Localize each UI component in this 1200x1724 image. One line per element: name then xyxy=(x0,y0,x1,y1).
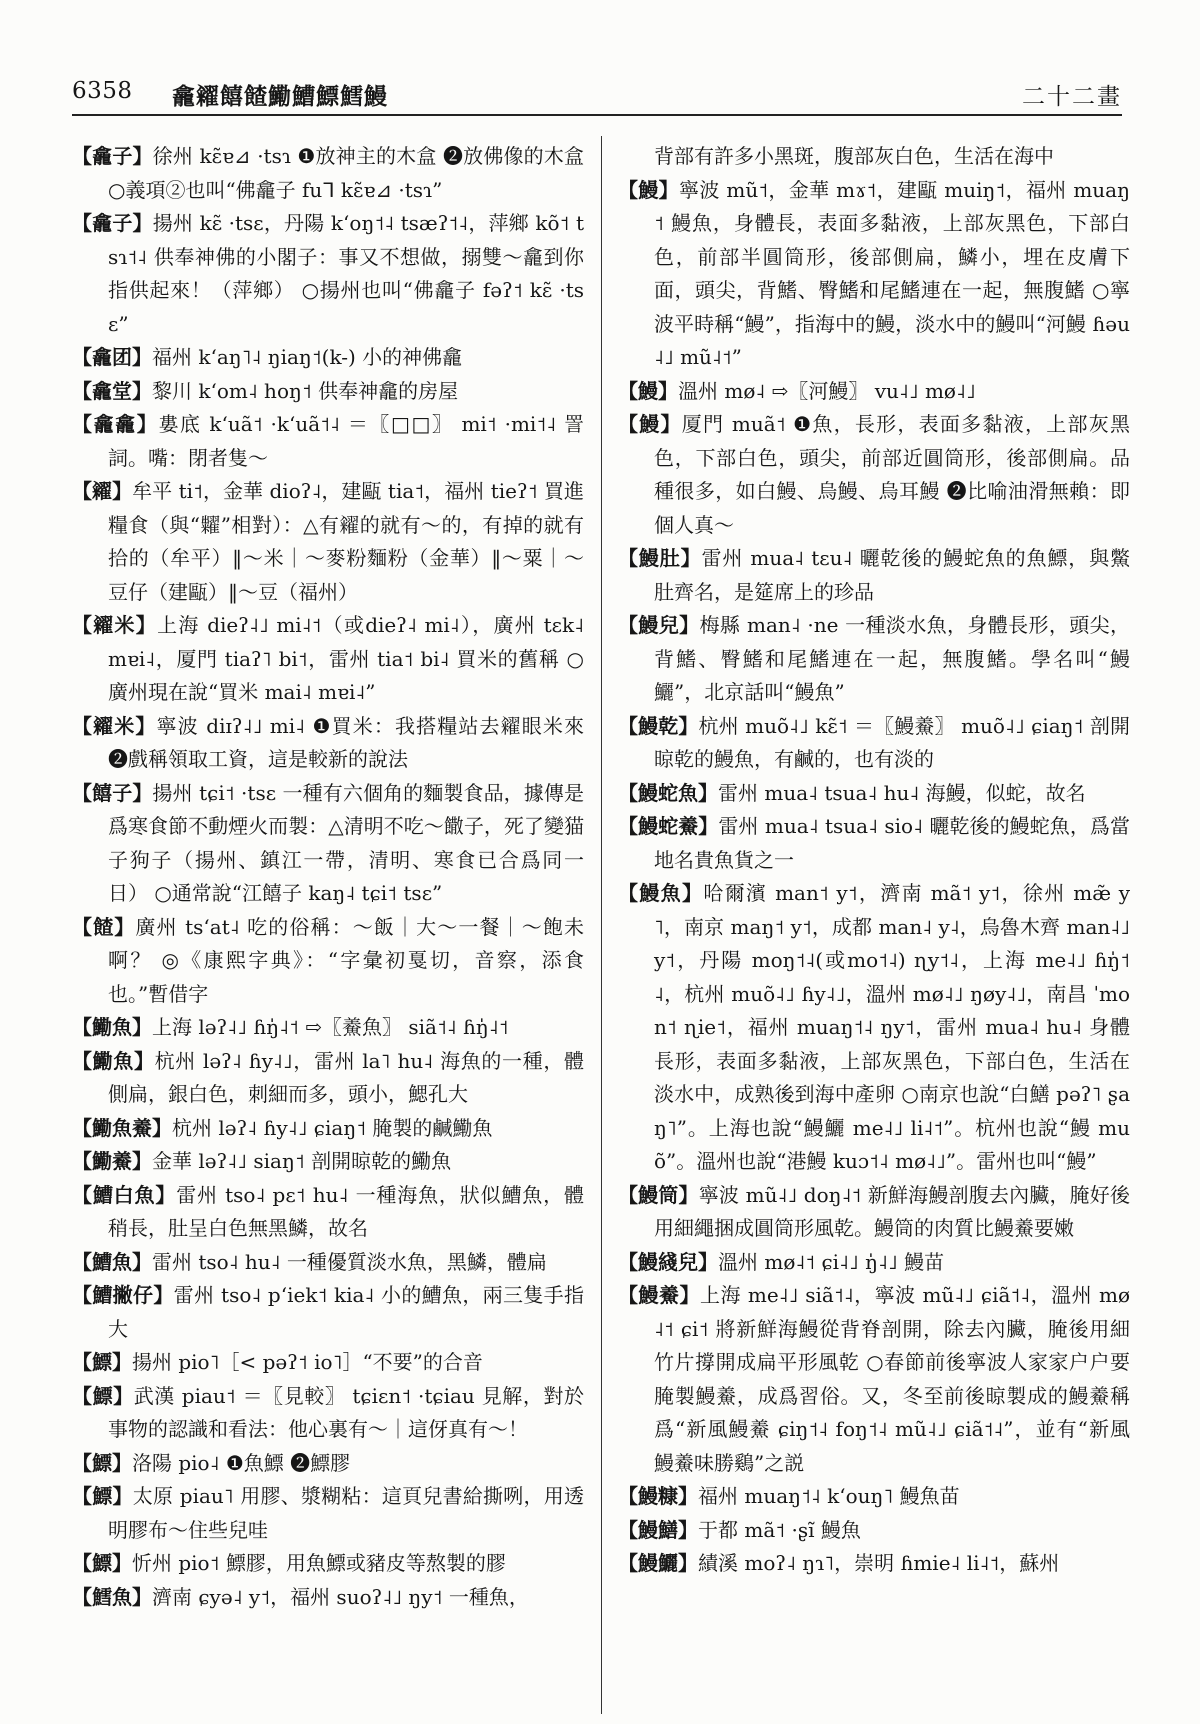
entry-headword: 【鰻鯗】 xyxy=(618,1283,701,1307)
entry-definition: 忻州 pio˦ 鰾膠，用魚鰾或豬皮等熬製的膠 xyxy=(132,1551,506,1575)
entry-headword: 【鰻蛇鯗】 xyxy=(618,814,719,838)
entry-headword: 【龕龕】 xyxy=(72,412,159,436)
dictionary-entry xyxy=(618,1246,1130,1280)
dictionary-entry xyxy=(72,1346,584,1380)
page-header xyxy=(72,78,1122,116)
dictionary-entry xyxy=(72,1380,584,1447)
entry-definition: 洛陽 pio˨ ❶魚鰾 ❷鰾膠 xyxy=(132,1450,351,1475)
entry-definition: 徐州 kɛ̃ɐ⊿ ·tsɿ ❶放神主的木盒 ❷放佛像的木盒 ○義項②也叫“佛龕子 fuᒣ kɛ̃ɐ⊿ ·tsɿ” xyxy=(108,144,584,202)
entry-headword: 【龕子】 xyxy=(72,144,153,168)
entry-headword: 【糴米】 xyxy=(72,613,158,637)
entry-headword: 【鰻綫兒】 xyxy=(618,1249,718,1274)
entry-definition: 杭州 muõ˨˩ kɛ̃˦ ＝〖鰻鯗〗 muõ˨˩ ɕiaŋ˦ 剖開晾乾的鰻魚，有鹹的，也有淡的 xyxy=(654,713,1131,771)
dictionary-entry xyxy=(618,1480,1130,1514)
dictionary-entry xyxy=(618,777,1130,811)
entry-definition: 梅縣 man˨ ·ne 一種淡水魚，身體長形，頭尖，背鰭、臀鰭和尾鰭連在一起，無腹鰭。學名叫“鰻鱺”，北京話叫“鰻魚” xyxy=(654,613,1131,704)
entry-headword: 【鰻肚】 xyxy=(618,546,702,570)
dictionary-entry xyxy=(72,1112,584,1146)
dictionary-entry xyxy=(72,408,584,475)
entry-headword: 【鰻乾】 xyxy=(618,713,699,738)
entry-headword: 【鰾】 xyxy=(72,1551,132,1575)
entry-headword: 【鰽撇仔】 xyxy=(72,1283,174,1307)
entry-headword: 【鰾】 xyxy=(72,1350,132,1374)
entry-headword: 【鰳魚】 xyxy=(72,1015,152,1039)
right-column xyxy=(618,140,1130,1581)
dictionary-entry xyxy=(72,609,584,710)
dictionary-entry xyxy=(72,1145,584,1179)
entry-definition: 績溪 moʔ˨ ŋɿ˥，崇明 ɦmie˨ li˨˦，蘇州 xyxy=(698,1551,1060,1575)
header-characters: 龕糴饎餷鰳鰽鰾鱈鰻 xyxy=(172,83,388,110)
entry-definition: 上海 ləʔ˨˩ ɦŋ̍˨˦ ⇨〖鯗魚〗 siã˦˨ ɦŋ̍˨˦ xyxy=(152,1015,509,1039)
entry-headword: 【鰻蛇魚】 xyxy=(618,780,718,805)
entry-definition: 雷州 tso˨ pʻiek˦ kia˨ 小的鰽魚，兩三隻手指大 xyxy=(108,1283,584,1341)
dictionary-entry xyxy=(72,375,584,409)
entry-definition: 福州 muaŋ˦˨ kʻouŋ˥ 鰻魚苗 xyxy=(698,1484,960,1508)
dictionary-entry xyxy=(618,375,1130,409)
dictionary-entry xyxy=(618,1179,1130,1246)
entry-headword: 【糴米】 xyxy=(72,713,157,738)
entry-definition: 廣州 tsʻat˨ 吃的俗稱：～飯｜大～一餐｜～飽未啊？ ◎《康熙字典》：“字彙初戛切，音察，添食也。”暫借字 xyxy=(108,914,585,1006)
entry-definition: 雷州 tso˨ hu˨ 一種優質淡水魚，黑鱗，體扁 xyxy=(152,1249,547,1274)
dictionary-entry xyxy=(72,1011,584,1045)
entry-definition: 溫州 mø˨ ⇨〖河鰻〗 vu˨˩ mø˨˩ xyxy=(678,378,976,403)
dictionary-entry xyxy=(72,1447,584,1481)
entry-definition: 雷州 mua˨ tsua˨ hu˨ 海鰻，似蛇，故名 xyxy=(718,780,1086,805)
dictionary-entry xyxy=(72,207,584,341)
entry-headword: 【鰻兒】 xyxy=(618,613,700,637)
entry-definition: 雷州 mua˨ tɛu˨ 曬乾後的鰻蛇魚的魚鰾，與鱉肚齊名，是筵席上的珍品 xyxy=(654,546,1131,604)
entry-definition: 杭州 ləʔ˨ ɦy˨˩，雷州 la˥ hu˨ 海魚的一種，體側扁，銀白色，刺細而多，頭小，鰓孔大 xyxy=(108,1048,584,1106)
entry-headword: 【鰻魚】 xyxy=(618,881,704,905)
entry-headword: 【龕团】 xyxy=(72,345,152,369)
entry-headword: 【鰾】 xyxy=(72,1383,134,1408)
column-divider xyxy=(601,136,602,1714)
entry-definition: 揚州 pio˥［< pəʔ˦ io˥］“不要”的合音 xyxy=(132,1350,483,1374)
entry-definition: 揚州 tɕi˦ ·tsɛ 一種有六個角的麵製食品，據傳是爲寒食節不動煙火而製：△清明不吃～饊子，死了變猫子狗子（揚州、鎮江一帶，清明、寒食已合爲同一日） ○通常說“江饎子 kaŋ˨ tɕi˦ tsɛ” xyxy=(108,780,584,905)
entry-headword: 【糴】 xyxy=(72,479,133,503)
page-number: 6358 xyxy=(72,78,133,104)
dictionary-entry xyxy=(72,475,584,609)
entry-definition: 杭州 ləʔ˨ ɦy˨˩ ɕiaŋ˦ 腌製的鹹鰳魚 xyxy=(172,1115,493,1140)
entry-headword: 【龕子】 xyxy=(72,211,153,235)
dictionary-entry xyxy=(618,174,1130,375)
dictionary-entry xyxy=(618,408,1130,542)
entry-definition: 哈爾濱 man˦ y˦，濟南 mã˦ y˦，徐州 mæ̃ y˥，南京 maŋ˦ y˦，成都 man˨ y˨，烏魯木齊 man˨˩ y˦，丹陽 moŋ˦˨(或mo˦˨) ɳy˦˨，上海 me˨˩ ɦŋ̍˦˨，杭州 muõ˨˩ ɦy˨˩，溫州 mø˨˩ ŋøy˨˩，南昌 ˈmon˦ ɳie˦，福州 muaŋ˦˨ ŋy˦，雷州 mua˨ hu˨ 身體長形，表面多黏液，上部灰黑色，下部白色，生活在淡水中，成熟後到海中產卵 ○南京也說“白鱔 pəʔ˥ ʂaŋ˥”。上海也說“鰻鱺 me˨˩ li˨˦”。杭州也說“鰻 muõ”。溫州也說“港鰻 kuɔ˦˨ mø˨˩”。雷州也叫“鰻” xyxy=(654,881,1131,1173)
entry-definition: 婁底 kʻuã˦ ·kʻuã˦˨ ＝〖□□〗 mi˦ ·mi˦˨ 詈詞。嘴：閉者隻～ xyxy=(108,412,584,470)
dictionary-entry xyxy=(72,341,584,375)
entry-headword: 【鰻】 xyxy=(618,378,678,403)
entry-headword: 【餷】 xyxy=(72,914,136,939)
dictionary-entry xyxy=(72,1045,584,1112)
entry-headword: 【鰻糠】 xyxy=(618,1484,698,1508)
dictionary-entry xyxy=(618,710,1130,777)
entry-definition: 雷州 mua˨ tsua˨ sio˨ 曬乾後的鰻蛇魚，爲當地名貴魚貨之一 xyxy=(654,814,1130,872)
entry-definition: 上海 me˨˩ siã˦˨，寧波 mũ˨˩ ɕiã˦˨，溫州 mø˨˦ ɕi˦ 將新鮮海鰻從背脊剖開，除去內臟，腌後用細竹片撐開成扁平形風乾 ○春節前後寧波人家家户户要腌製鰻鯗，成爲習俗。又，冬至前後晾製成的鰻鯗稱爲“新風鰻鯗 ɕiŋ˦˨ foŋ˦˨ mũ˨˩ ɕiã˦˨”，並有“新風鰻鯗味勝鷄”之説 xyxy=(654,1283,1131,1475)
entry-definition: 雷州 tso˨ pɛ˦ hu˨ 一種海魚，狀似鰽魚，體稍長，肚呈白色無黑鱗，故名 xyxy=(108,1182,584,1240)
entry-definition: 牟平 ti˦，金華 dioʔ˨，建甌 tia˦，福州 tieʔ˦ 買進糧食（與“糶”相對）：△有糴的就有～的，有掉的就有拾的（牟平）‖～米｜～麥粉麵粉（金華）‖～粟｜～豆仔（建甌）‖～豆（福州） xyxy=(108,479,584,604)
entry-definition: 寧波 mũ˨˩ doŋ˨˦ 新鮮海鰻剖腹去內臟，腌好後用細繩捆成圓筒形風乾。鰻筒的肉質比鰻鯗要嫩 xyxy=(654,1182,1130,1240)
entry-definition: 上海 dieʔ˨˩ mi˨˦（或dieʔ˨ mi˨），廣州 tɛk˨ mɐi˨，厦門 tiaʔ˥ bi˦，雷州 tia˦ bi˨ 買米的舊稱 ○廣州現在說“買米 mai˨ mɐi˨” xyxy=(108,613,584,704)
dictionary-entry xyxy=(72,1547,584,1581)
entry-headword: 【饎子】 xyxy=(72,780,153,805)
dictionary-entry xyxy=(72,777,584,911)
dictionary-entry xyxy=(72,710,584,777)
entry-headword: 【鰾】 xyxy=(72,1450,132,1475)
entry-headword: 【鱈魚】 xyxy=(72,1584,152,1609)
dictionary-entry xyxy=(618,1514,1130,1548)
entry-definition: 太原 piau˥ 用膠、漿糊粘：這頁兒書給撕咧，用透明膠布～住些兒哇 xyxy=(108,1484,585,1542)
entry-headword: 【鰽白魚】 xyxy=(72,1182,177,1207)
entry-definition: 黎川 kʻom˨ hoŋ˦ 供奉神龕的房屋 xyxy=(152,378,459,403)
entry-headword: 【鰻】 xyxy=(618,412,682,436)
dictionary-entry xyxy=(618,140,1130,174)
dictionary-entry xyxy=(618,810,1130,877)
dictionary-entry xyxy=(72,1581,584,1615)
entry-headword: 【鰽魚】 xyxy=(72,1249,152,1274)
entry-definition: 厦門 muã˦ ❶魚，長形，表面多黏液，上部灰黑色，下部白色，頭尖，前部近圓筒形，後部側扁。品種很多，如白鰻、烏鰻、烏耳鰻 ❷比喻油滑無賴：即個人真～ xyxy=(654,412,1130,537)
dictionary-entry xyxy=(72,140,584,207)
entry-headword: 【鰻鱺】 xyxy=(618,1551,698,1575)
entry-headword: 【鰳魚鯗】 xyxy=(72,1115,172,1140)
entry-definition: 溫州 mø˨˦ ɕi˨˩ ŋ̍˨˩ 鰻苗 xyxy=(718,1249,945,1274)
dictionary-entry xyxy=(72,1179,584,1246)
entry-headword: 【鰻鱔】 xyxy=(618,1517,698,1542)
left-column xyxy=(72,140,584,1614)
dictionary-entry xyxy=(618,609,1130,710)
entry-definition: 于都 mã˦ ·ʂĩ 鰻魚 xyxy=(698,1517,861,1542)
entry-headword: 【鰳魚】 xyxy=(72,1048,155,1073)
entry-headword: 【龕堂】 xyxy=(72,378,152,403)
entry-headword: 【鰻】 xyxy=(618,177,680,202)
entry-definition: 寧波 mũ˦，金華 mɤ˦，建甌 muiŋ˦，福州 muaŋ˦ 鰻魚，身體長，表面多黏液，上部灰黑色，下部白色，前部半圓筒形，後部側扁，鱗小，埋在皮膚下面，頭尖，背鰭、臀鰭和尾鰭連在一起，無腹鰭 ○寧波平時稱“鰻”，指海中的鰻，淡水中的鰻叫“河鰻 ɦəu˨˩ mũ˨˦” xyxy=(654,177,1130,369)
entry-definition: 福州 kʻaŋ˥˨ ŋiaŋ˦(k-) 小的神佛龕 xyxy=(152,345,463,369)
entry-definition: 揚州 kɛ̃ ·tsɛ，丹陽 kʻoŋ˦˨ tsæʔ˦˨，萍鄉 kõ˦ tsɿ˦˨ 供奉神佛的小閣子：事又不想做，搦雙～龕到你指供起來！（萍鄉） ○揚州也叫“佛龕子 fəʔ˦ kɛ̃ ·tsɛ” xyxy=(108,211,585,336)
dictionary-entry xyxy=(72,1246,584,1280)
entry-definition: 背部有許多小黑斑，腹部灰白色，生活在海中 xyxy=(654,144,1054,168)
entry-headword: 【鰳鯗】 xyxy=(72,1149,152,1173)
dictionary-entry xyxy=(618,1279,1130,1480)
dictionary-entry xyxy=(72,911,584,1012)
stroke-section: 二十二畫 xyxy=(1022,84,1122,110)
dictionary-entry xyxy=(72,1279,584,1346)
entry-definition: 濟南 ɕyə˨ y˦，福州 suoʔ˨˩ ŋy˦ 一種魚， xyxy=(152,1584,529,1609)
dictionary-entry xyxy=(72,1480,584,1547)
dictionary-entry xyxy=(618,877,1130,1179)
entry-definition: 武漢 piau˦ ＝〖見較〗 tɕiɛn˦ ·tɕiau 見解，對於事物的認識和看法：他心裏有～｜這伢真有～！ xyxy=(108,1383,585,1441)
dictionary-entry xyxy=(618,542,1130,609)
entry-headword: 【鰻筒】 xyxy=(618,1182,699,1207)
dictionary-entry xyxy=(618,1547,1130,1581)
entry-headword: 【鰾】 xyxy=(72,1484,133,1508)
entry-definition: 寧波 diɪʔ˨˩ mi˨ ❶買米：我搭糧站去糴眼米來 ❷戲稱領取工資，這是較新的說法 xyxy=(108,713,585,771)
entry-definition: 金華 ləʔ˨˩ siaŋ˦ 剖開晾乾的鰳魚 xyxy=(152,1149,452,1173)
